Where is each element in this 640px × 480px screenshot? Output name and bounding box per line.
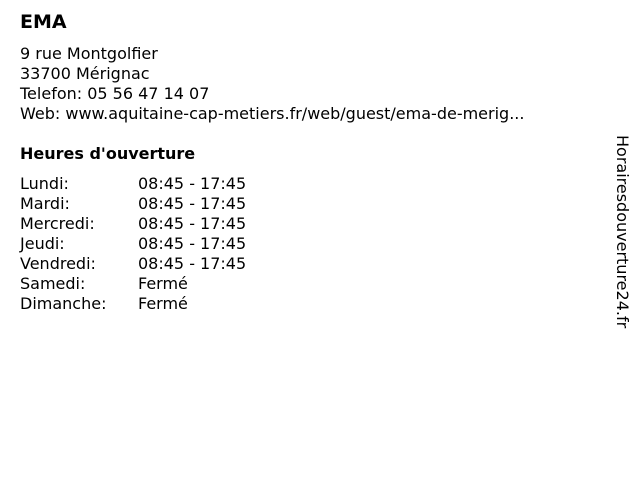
day-label: Lundi: <box>20 174 69 193</box>
hours-row-tuesday <box>20 194 246 214</box>
hours-row-saturday <box>20 274 246 294</box>
day-hours: Fermé <box>138 274 188 293</box>
day-label: Mardi: <box>20 194 70 213</box>
city-postal: 33700 Mérignac <box>20 64 150 83</box>
site-watermark: Horairesdouverture24.fr <box>613 135 632 329</box>
day-hours: 08:45 - 17:45 <box>138 174 247 193</box>
opening-hours-table <box>20 174 246 314</box>
hours-row-monday <box>20 174 246 194</box>
phone-number: Telefon: 05 56 47 14 07 <box>20 84 210 103</box>
day-hours: 08:45 - 17:45 <box>138 214 247 233</box>
day-label: Samedi: <box>20 274 86 293</box>
hours-row-sunday <box>20 294 246 314</box>
day-hours: Fermé <box>138 294 188 313</box>
day-label: Mercredi: <box>20 214 95 233</box>
hours-row-wednesday <box>20 214 246 234</box>
street-address: 9 rue Montgolfier <box>20 44 158 63</box>
hours-row-friday <box>20 254 246 274</box>
day-label: Jeudi: <box>20 234 65 253</box>
day-hours: 08:45 - 17:45 <box>138 254 247 273</box>
opening-hours-heading: Heures d'ouverture <box>20 144 196 163</box>
hours-row-thursday <box>20 234 246 254</box>
day-label: Vendredi: <box>20 254 96 273</box>
website-url: Web: www.aquitaine-cap-metiers.fr/web/guest/ema-de-merig... <box>20 104 525 123</box>
day-label: Dimanche: <box>20 294 107 313</box>
day-hours: 08:45 - 17:45 <box>138 194 247 213</box>
day-hours: 08:45 - 17:45 <box>138 234 247 253</box>
business-name: EMA <box>20 11 67 33</box>
address-block <box>20 44 524 124</box>
